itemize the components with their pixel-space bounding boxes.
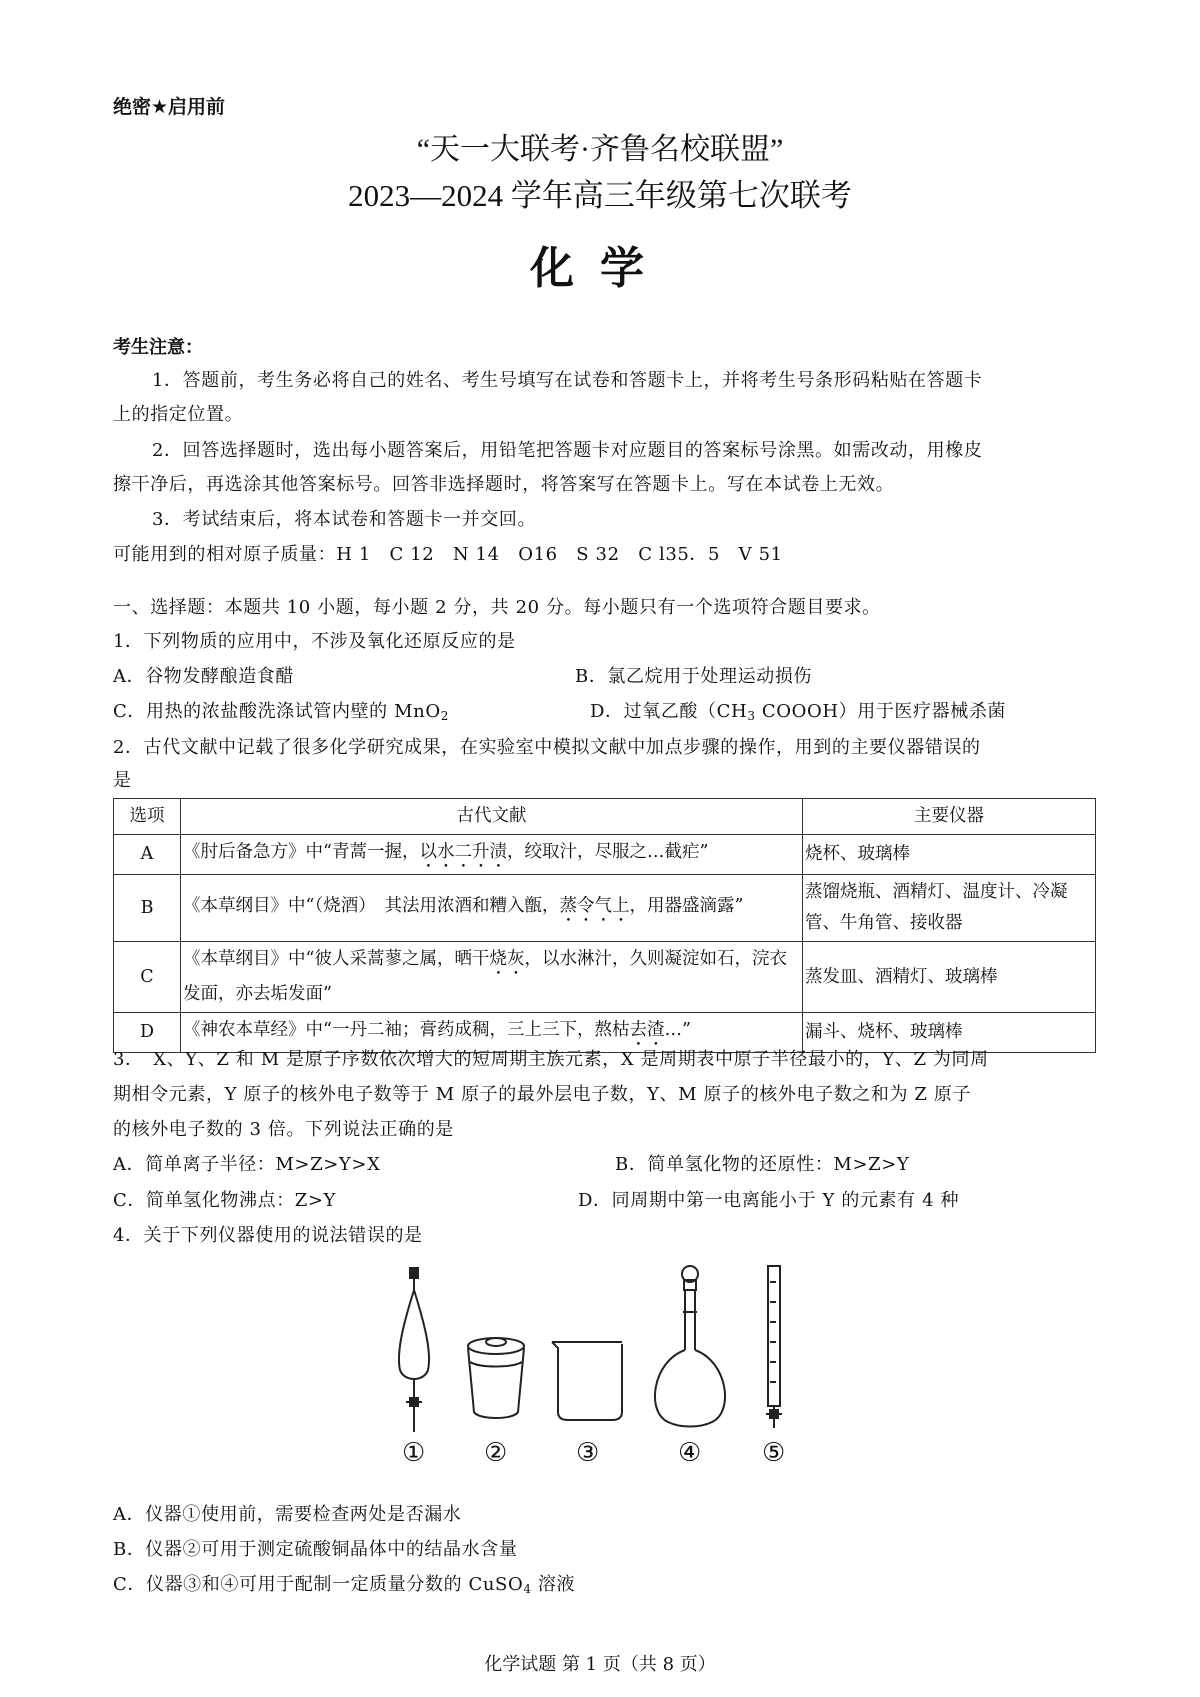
notice-item-1-line-1: 1．答题前，考生务必将自己的姓名、考生号填写在试卷和答题卡上，并将考生号条形码粘贴在答题卡 <box>152 370 983 391</box>
table-cell-document <box>181 942 803 1013</box>
table-cell-instrument: 蒸发皿、酒精灯、玻璃棒 <box>803 942 1096 1013</box>
burette-icon <box>766 1266 782 1428</box>
atomic-mass-line: 可能用到的相对原子质量：H 1 C 12 N 14 O16 S 32 C l35．5 V 51 <box>113 544 783 565</box>
table-cell-instrument: 漏斗、烧杯、玻璃棒 <box>803 1013 1096 1053</box>
dotted-step-text: 蒸令气上 <box>559 895 630 916</box>
table-header-instrument: 主要仪器 <box>803 799 1096 835</box>
q3-stem-line-3: 的核外电子数的 3 倍。下列说法正确的是 <box>113 1119 454 1140</box>
table-cell-option: B <box>114 875 181 942</box>
notice-item-2-line-1: 2．回答选择题时，选出每小题答案后，用铅笔把答题卡对应题目的答案标号涂黑。如需改动，用橡皮 <box>152 440 983 461</box>
q1-option-d-subscript: 3 <box>747 709 756 723</box>
document-text: 《本草纲目》中“彼人采蒿蓼之属，晒干 <box>183 949 490 969</box>
page-footer: 化学试题 第 1 页（共 8 页） <box>484 1654 716 1675</box>
q3-option-b: B．简单氢化物的还原性：M>Z>Y <box>615 1154 910 1175</box>
q1-option-d-text: D．过氧乙酸（CH <box>590 701 748 722</box>
table-header-option: 选项 <box>114 799 181 835</box>
section-1-heading: 一、选择题：本题共 10 小题，每小题 2 分，共 20 分。每小题只有一个选项符合题目要求。 <box>113 597 881 618</box>
document-text-end: …” <box>664 1020 691 1040</box>
document-text-end: ，以水淋汁，久则凝淀如石，浣衣发面，亦去垢发面” <box>183 949 787 1004</box>
table-row <box>114 875 1096 942</box>
notice-item-3: 3．考试结束后，将本试卷和答题卡一并交回。 <box>152 509 537 530</box>
q2-stem-line-1: 2．古代文献中记载了很多化学研究成果，在实验室中模拟文献中加点步骤的操作，用到的主要仪器错误的 <box>113 737 981 758</box>
table-cell-option: D <box>114 1013 181 1053</box>
q3-option-d: D．同周期中第一电离能小于 Y 的元素有 4 种 <box>578 1190 960 1211</box>
q4-option-c-text-end: 溶液 <box>531 1574 576 1595</box>
q2-table <box>113 798 1096 1053</box>
volumetric-flask-icon <box>655 1266 725 1427</box>
document-text-end: ，用器盛滴露” <box>629 895 744 916</box>
exam-session-title: 2023—2024 学年高三年级第七次联考 <box>348 178 852 213</box>
dotted-step-text: 烧灰 <box>489 949 525 969</box>
q1-option-a: A．谷物发酵酿造食醋 <box>113 666 294 687</box>
notice-item-2-line-2: 擦干净后，再选涂其他答案标号。回答非选择题时，将答案写在答题卡上。写在本试卷上无效。 <box>113 474 895 495</box>
q3-option-a: A．简单离子半径：M>Z>Y>X <box>113 1154 381 1175</box>
notice-item-1-line-2: 上的指定位置。 <box>113 404 244 425</box>
separatory-funnel-icon <box>399 1268 429 1432</box>
q3-stem-line-2: 期相令元素，Y 原子的核外电子数等于 M 原子的最外层电子数，Y、M 原子的核外电子数之和为 Z 原子 <box>113 1084 972 1105</box>
q4-option-a: A．仪器①使用前，需要检查两处是否漏水 <box>113 1504 462 1525</box>
document-text: 《本草纲目》中“（烧酒） 其法用浓酒和糟入甑， <box>183 895 560 916</box>
q3-stem-line-1: 3． X、Y、Z 和 M 是原子序数依次增大的短周期主族元素，X 是周期表中原子半径最小的，Y、Z 为同周 <box>113 1049 989 1070</box>
table-cell-option: C <box>114 942 181 1013</box>
crucible-icon <box>468 1338 524 1418</box>
q1-option-c <box>113 697 449 723</box>
q1-option-c-subscript: 2 <box>440 709 449 723</box>
table-row <box>114 942 1096 1013</box>
apparatus-label-3: ③ <box>576 1438 600 1468</box>
q1-option-d-text-end: COOOH）用于医疗器械杀菌 <box>755 701 1007 722</box>
q4-option-c <box>113 1570 575 1596</box>
table-cell-option: A <box>114 835 181 875</box>
q2-stem-line-2: 是 <box>113 770 132 791</box>
q4-option-c-subscript: 4 <box>523 1582 532 1596</box>
table-cell-instrument: 烧杯、玻璃棒 <box>803 835 1096 875</box>
notice-heading: 考生注意： <box>113 337 203 358</box>
table-cell-document <box>181 875 803 942</box>
apparatus-label-5: ⑤ <box>762 1438 786 1468</box>
apparatus-label-2: ② <box>484 1438 508 1468</box>
dotted-step-text: 去渣 <box>629 1020 665 1040</box>
exam-union-title: “天一大联考·齐鲁名校联盟” <box>416 133 784 166</box>
q3-option-c: C．简单氢化物沸点：Z>Y <box>113 1190 337 1211</box>
document-text-end: ，绞取汁，尽服之…截疟” <box>506 842 709 862</box>
table-cell-document <box>181 835 803 875</box>
dotted-step-text: 以水二升渍 <box>419 842 507 862</box>
q1-stem: 1．下列物质的应用中，不涉及氧化还原反应的是 <box>113 631 516 652</box>
q1-option-c-text: C．用热的浓盐酸洗涤试管内壁的 MnO <box>113 701 441 722</box>
q1-option-d <box>590 697 1006 723</box>
beaker-icon <box>552 1342 622 1420</box>
q4-option-b: B．仪器②可用于测定硫酸铜晶体中的结晶水含量 <box>113 1539 518 1560</box>
table-header-row <box>114 799 1096 835</box>
q4-stem: 4．关于下列仪器使用的说法错误的是 <box>113 1225 423 1246</box>
document-text: 《神农本草经》中“一丹二袖；膏药成稠，三上三下，熬枯 <box>183 1020 630 1040</box>
apparatus-label-4: ④ <box>678 1438 702 1468</box>
table-header-document: 古代文献 <box>181 799 803 835</box>
document-text: 《肘后备急方》中“青蒿一握， <box>183 842 420 862</box>
secret-label: 绝密★启用前 <box>113 96 226 118</box>
table-cell-instrument: 蒸馏烧瓶、酒精灯、温度计、冷凝管、牛角管、接收器 <box>803 875 1096 942</box>
apparatus-figure <box>390 1262 830 1472</box>
apparatus-label-1: ① <box>402 1438 426 1468</box>
table-row <box>114 835 1096 875</box>
subject-title: 化学 <box>530 243 670 294</box>
q4-option-c-text: C．仪器③和④可用于配制一定质量分数的 CuSO <box>113 1574 524 1595</box>
q1-option-b: B．氯乙烷用于处理运动损伤 <box>575 666 813 687</box>
